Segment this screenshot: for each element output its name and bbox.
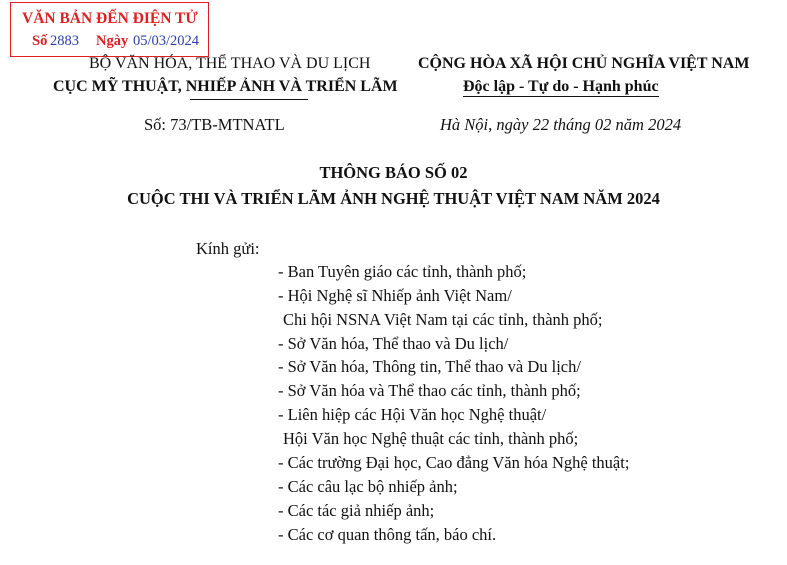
recipient-item: - Các cơ quan thông tấn, báo chí.: [278, 525, 497, 544]
republic-name: CỘNG HÒA XÃ HỘI CHỦ NGHĨA VIỆT NAM: [418, 55, 750, 72]
recipient-item: Hội Văn học Nghệ thuật các tỉnh, thành phố;: [283, 429, 579, 448]
department-name: CỤC MỸ THUẬT, NHIẾP ẢNH VÀ TRIỂN LÃM: [53, 78, 398, 95]
notice-subtitle: CUỘC THI VÀ TRIỂN LÃM ẢNH NGHỆ THUẬT VIỆT NAM NĂM 2024: [127, 189, 660, 208]
stamp-number-label: Số: [32, 33, 48, 49]
department-underline: [190, 99, 308, 100]
recipient-item: - Sở Văn hóa và Thể thao các tỉnh, thành phố;: [278, 381, 581, 400]
recipient-item: - Sở Văn hóa, Thông tin, Thể thao và Du lịch/: [278, 357, 581, 376]
recipient-item: - Ban Tuyên giáo các tỉnh, thành phố;: [278, 262, 527, 281]
national-motto: [463, 78, 659, 96]
recipient-item: - Các tác giả nhiếp ảnh;: [278, 501, 435, 520]
document-number: Số: 73/TB-MTNATL: [144, 115, 285, 134]
recipient-item: - Liên hiệp các Hội Văn học Nghệ thuật/: [278, 405, 547, 424]
recipient-item: - Các câu lạc bộ nhiếp ảnh;: [278, 477, 458, 496]
national-motto-text: Độc lập - Tự do - Hạnh phúc: [463, 78, 659, 95]
recipient-item: - Sở Văn hóa, Thể thao và Du lịch/: [278, 334, 509, 353]
stamp-date-value: 05/03/2024: [133, 33, 200, 49]
place-and-date: Hà Nội, ngày 22 tháng 02 năm 2024: [440, 115, 682, 134]
recipient-item: Chi hội NSNA Việt Nam tại các tỉnh, thành phố;: [283, 310, 603, 329]
recipient-item: - Các trường Đại học, Cao đẳng Văn hóa Nghệ thuật;: [278, 453, 630, 472]
recipient-item: - Hội Nghệ sĩ Nhiếp ảnh Việt Nam/: [278, 286, 512, 305]
stamp-title: VĂN BẢN ĐẾN ĐIỆN TỬ: [22, 10, 198, 27]
notice-title: THÔNG BÁO SỐ 02: [319, 163, 468, 182]
ministry-name: BỘ VĂN HÓA, THỂ THAO VÀ DU LỊCH: [89, 55, 371, 72]
stamp-number-value: 2883: [50, 33, 79, 49]
greeting-label: Kính gửi:: [196, 239, 260, 258]
stamp-date-label: Ngày: [96, 33, 129, 49]
